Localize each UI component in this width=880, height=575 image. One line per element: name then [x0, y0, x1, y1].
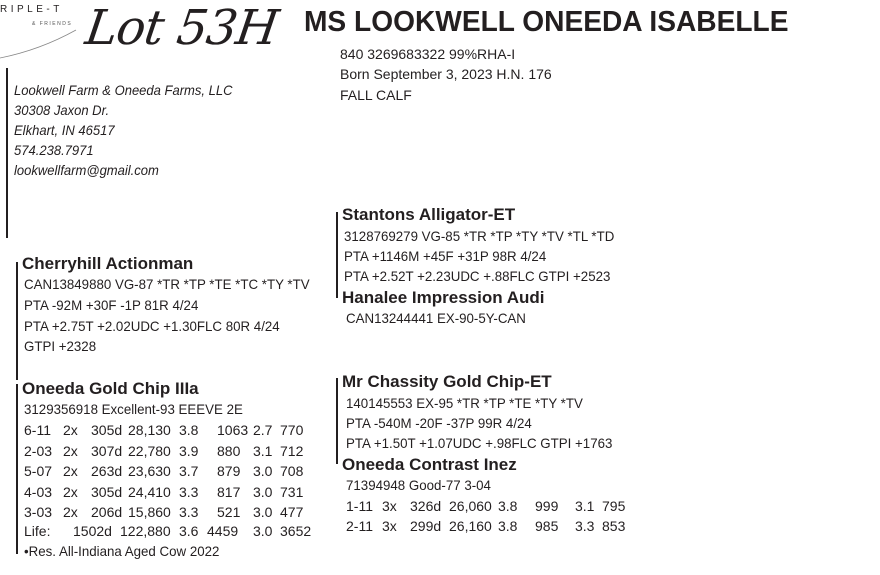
- record-cell: 712: [280, 442, 304, 459]
- maternal-granddam-classification: 71394948 Good-77 3-04: [346, 477, 491, 493]
- sire-line: PTA +2.75T +2.02UDC +1.30FLC 80R 4/24: [24, 318, 280, 334]
- bracket-line: [336, 212, 338, 298]
- record-cell: 3.1: [575, 498, 595, 514]
- paternal-granddam-line: CAN13244441 EX-90-5Y-CAN: [346, 310, 526, 326]
- record-cell: 305d: [91, 483, 123, 500]
- record-cell: 4-03: [24, 483, 53, 500]
- animal-birth: Born September 3, 2023 H.N. 176: [340, 66, 552, 82]
- consignor-email: lookwellfarm@gmail.com: [14, 162, 159, 178]
- record-cell: Life:: [24, 523, 51, 539]
- record-cell: 2x: [63, 483, 78, 500]
- record-cell: 3.3: [179, 483, 199, 500]
- maternal-grandsire-line: PTA +1.50T +1.07UDC +.98FLC GTPI +1763: [346, 435, 613, 451]
- record-cell: 6-11: [24, 422, 51, 438]
- record-cell: 4459: [207, 523, 239, 539]
- record-cell: 2-03: [24, 442, 53, 459]
- record-cell: 999: [535, 498, 559, 514]
- consignor-phone: 574.238.7971: [14, 142, 94, 158]
- record-cell: 770: [280, 422, 304, 438]
- lot-number: Lot 53H: [82, 0, 282, 56]
- record-cell: 795: [602, 498, 626, 514]
- record-cell: 3x: [382, 498, 397, 514]
- maternal-grandsire-line: PTA -540M -20F -37P 99R 4/24: [346, 415, 532, 431]
- sire-name: Cherryhill Actionman: [22, 254, 194, 273]
- record-cell: 3.3: [179, 504, 199, 520]
- bracket-line: [336, 378, 338, 464]
- record-cell: 3.8: [498, 518, 518, 534]
- record-cell: 3.8: [498, 498, 518, 514]
- record-cell: 206d: [91, 504, 123, 520]
- record-cell: 122,880: [120, 523, 171, 539]
- record-cell: 2-11: [346, 518, 373, 534]
- animal-name: MS LOOKWELL ONEEDA ISABELLE: [304, 6, 789, 38]
- record-cell: 15,860: [128, 504, 171, 520]
- record-cell: 5-07: [24, 463, 53, 479]
- maternal-grandsire-name: Mr Chassity Gold Chip-ET: [342, 372, 552, 391]
- sire-line: CAN13849880 VG-87 *TR *TP *TE *TC *TY *TV: [24, 276, 310, 292]
- record-cell: 853: [602, 518, 626, 534]
- record-cell: 3.6: [179, 523, 199, 539]
- record-cell: 708: [280, 463, 304, 479]
- consignor-street: 30308 Jaxon Dr.: [14, 102, 110, 118]
- animal-class: FALL CALF: [340, 87, 412, 103]
- paternal-grandsire-line: PTA +1146M +45F +31P 98R 4/24: [344, 248, 547, 264]
- record-cell: 3.7: [179, 463, 199, 479]
- dam-name: Oneeda Gold Chip IIIa: [22, 379, 199, 398]
- record-cell: 26,160: [449, 518, 492, 534]
- record-cell: 2x: [63, 463, 78, 479]
- record-cell: 326d: [410, 498, 442, 514]
- record-cell: 3.0: [253, 504, 273, 520]
- bracket-line: [16, 384, 18, 554]
- sire-line: GTPI +2328: [24, 338, 97, 354]
- bracket-line: [16, 262, 18, 380]
- record-cell: 3.8: [179, 422, 199, 438]
- record-cell: 879: [217, 463, 241, 479]
- record-cell: 1502d: [73, 523, 112, 539]
- record-cell: 3652: [280, 523, 312, 539]
- record-cell: 24,410: [128, 483, 171, 500]
- sire-line: PTA -92M +30F -1P 81R 4/24: [24, 297, 199, 313]
- record-cell: 2x: [63, 422, 78, 438]
- dam-note: •Res. All-Indiana Aged Cow 2022: [24, 543, 220, 559]
- animal-registration: 840 3269683322 99%RHA-I: [340, 46, 516, 62]
- record-cell: 3x: [382, 518, 397, 534]
- record-cell: 2x: [63, 504, 78, 520]
- record-cell: 1063: [217, 422, 249, 438]
- consignor-name: Lookwell Farm & Oneeda Farms, LLC: [14, 82, 233, 98]
- record-cell: 477: [280, 504, 304, 520]
- record-cell: 3.9: [179, 442, 199, 459]
- record-cell: 28,130: [128, 422, 171, 438]
- dam-classification: 3129356918 Excellent-93 EEEVE 2E: [24, 401, 243, 417]
- paternal-granddam-name: Hanalee Impression Audi: [342, 288, 545, 307]
- record-cell: 3.1: [253, 442, 273, 459]
- bracket-line: [6, 68, 8, 238]
- record-cell: 2x: [63, 442, 78, 459]
- paternal-grandsire-name: Stantons Alligator-ET: [342, 205, 516, 224]
- maternal-grandsire-line: 140145553 EX-95 *TR *TP *TE *TY *TV: [346, 395, 583, 411]
- record-cell: 3.0: [253, 463, 273, 479]
- record-cell: 817: [217, 483, 241, 500]
- record-cell: 3.0: [253, 483, 273, 500]
- record-cell: 22,780: [128, 442, 171, 459]
- record-cell: 307d: [91, 442, 123, 459]
- logo-text: RIPLE-T: [0, 4, 63, 15]
- record-cell: 731: [280, 483, 304, 500]
- record-cell: 1-11: [346, 498, 373, 514]
- paternal-grandsire-line: PTA +2.52T +2.23UDC +.88FLC GTPI +2523: [344, 268, 611, 284]
- record-cell: 299d: [410, 518, 442, 534]
- record-cell: 521: [217, 504, 241, 520]
- record-cell: 985: [535, 518, 559, 534]
- record-cell: 263d: [91, 463, 123, 479]
- consignor-city: Elkhart, IN 46517: [14, 122, 115, 138]
- record-cell: 2.7: [253, 422, 273, 438]
- record-cell: 3.0: [253, 523, 273, 539]
- logo-subtext: & FRIENDS: [32, 21, 73, 27]
- maternal-granddam-name: Oneeda Contrast Inez: [342, 455, 517, 474]
- record-cell: 26,060: [449, 498, 492, 514]
- record-cell: 305d: [91, 422, 123, 438]
- record-cell: 880: [217, 442, 241, 459]
- paternal-grandsire-line: 3128769279 VG-85 *TR *TP *TY *TV *TL *TD: [344, 228, 615, 244]
- record-cell: 3-03: [24, 504, 53, 520]
- record-cell: 3.3: [575, 518, 595, 534]
- record-cell: 23,630: [128, 463, 171, 479]
